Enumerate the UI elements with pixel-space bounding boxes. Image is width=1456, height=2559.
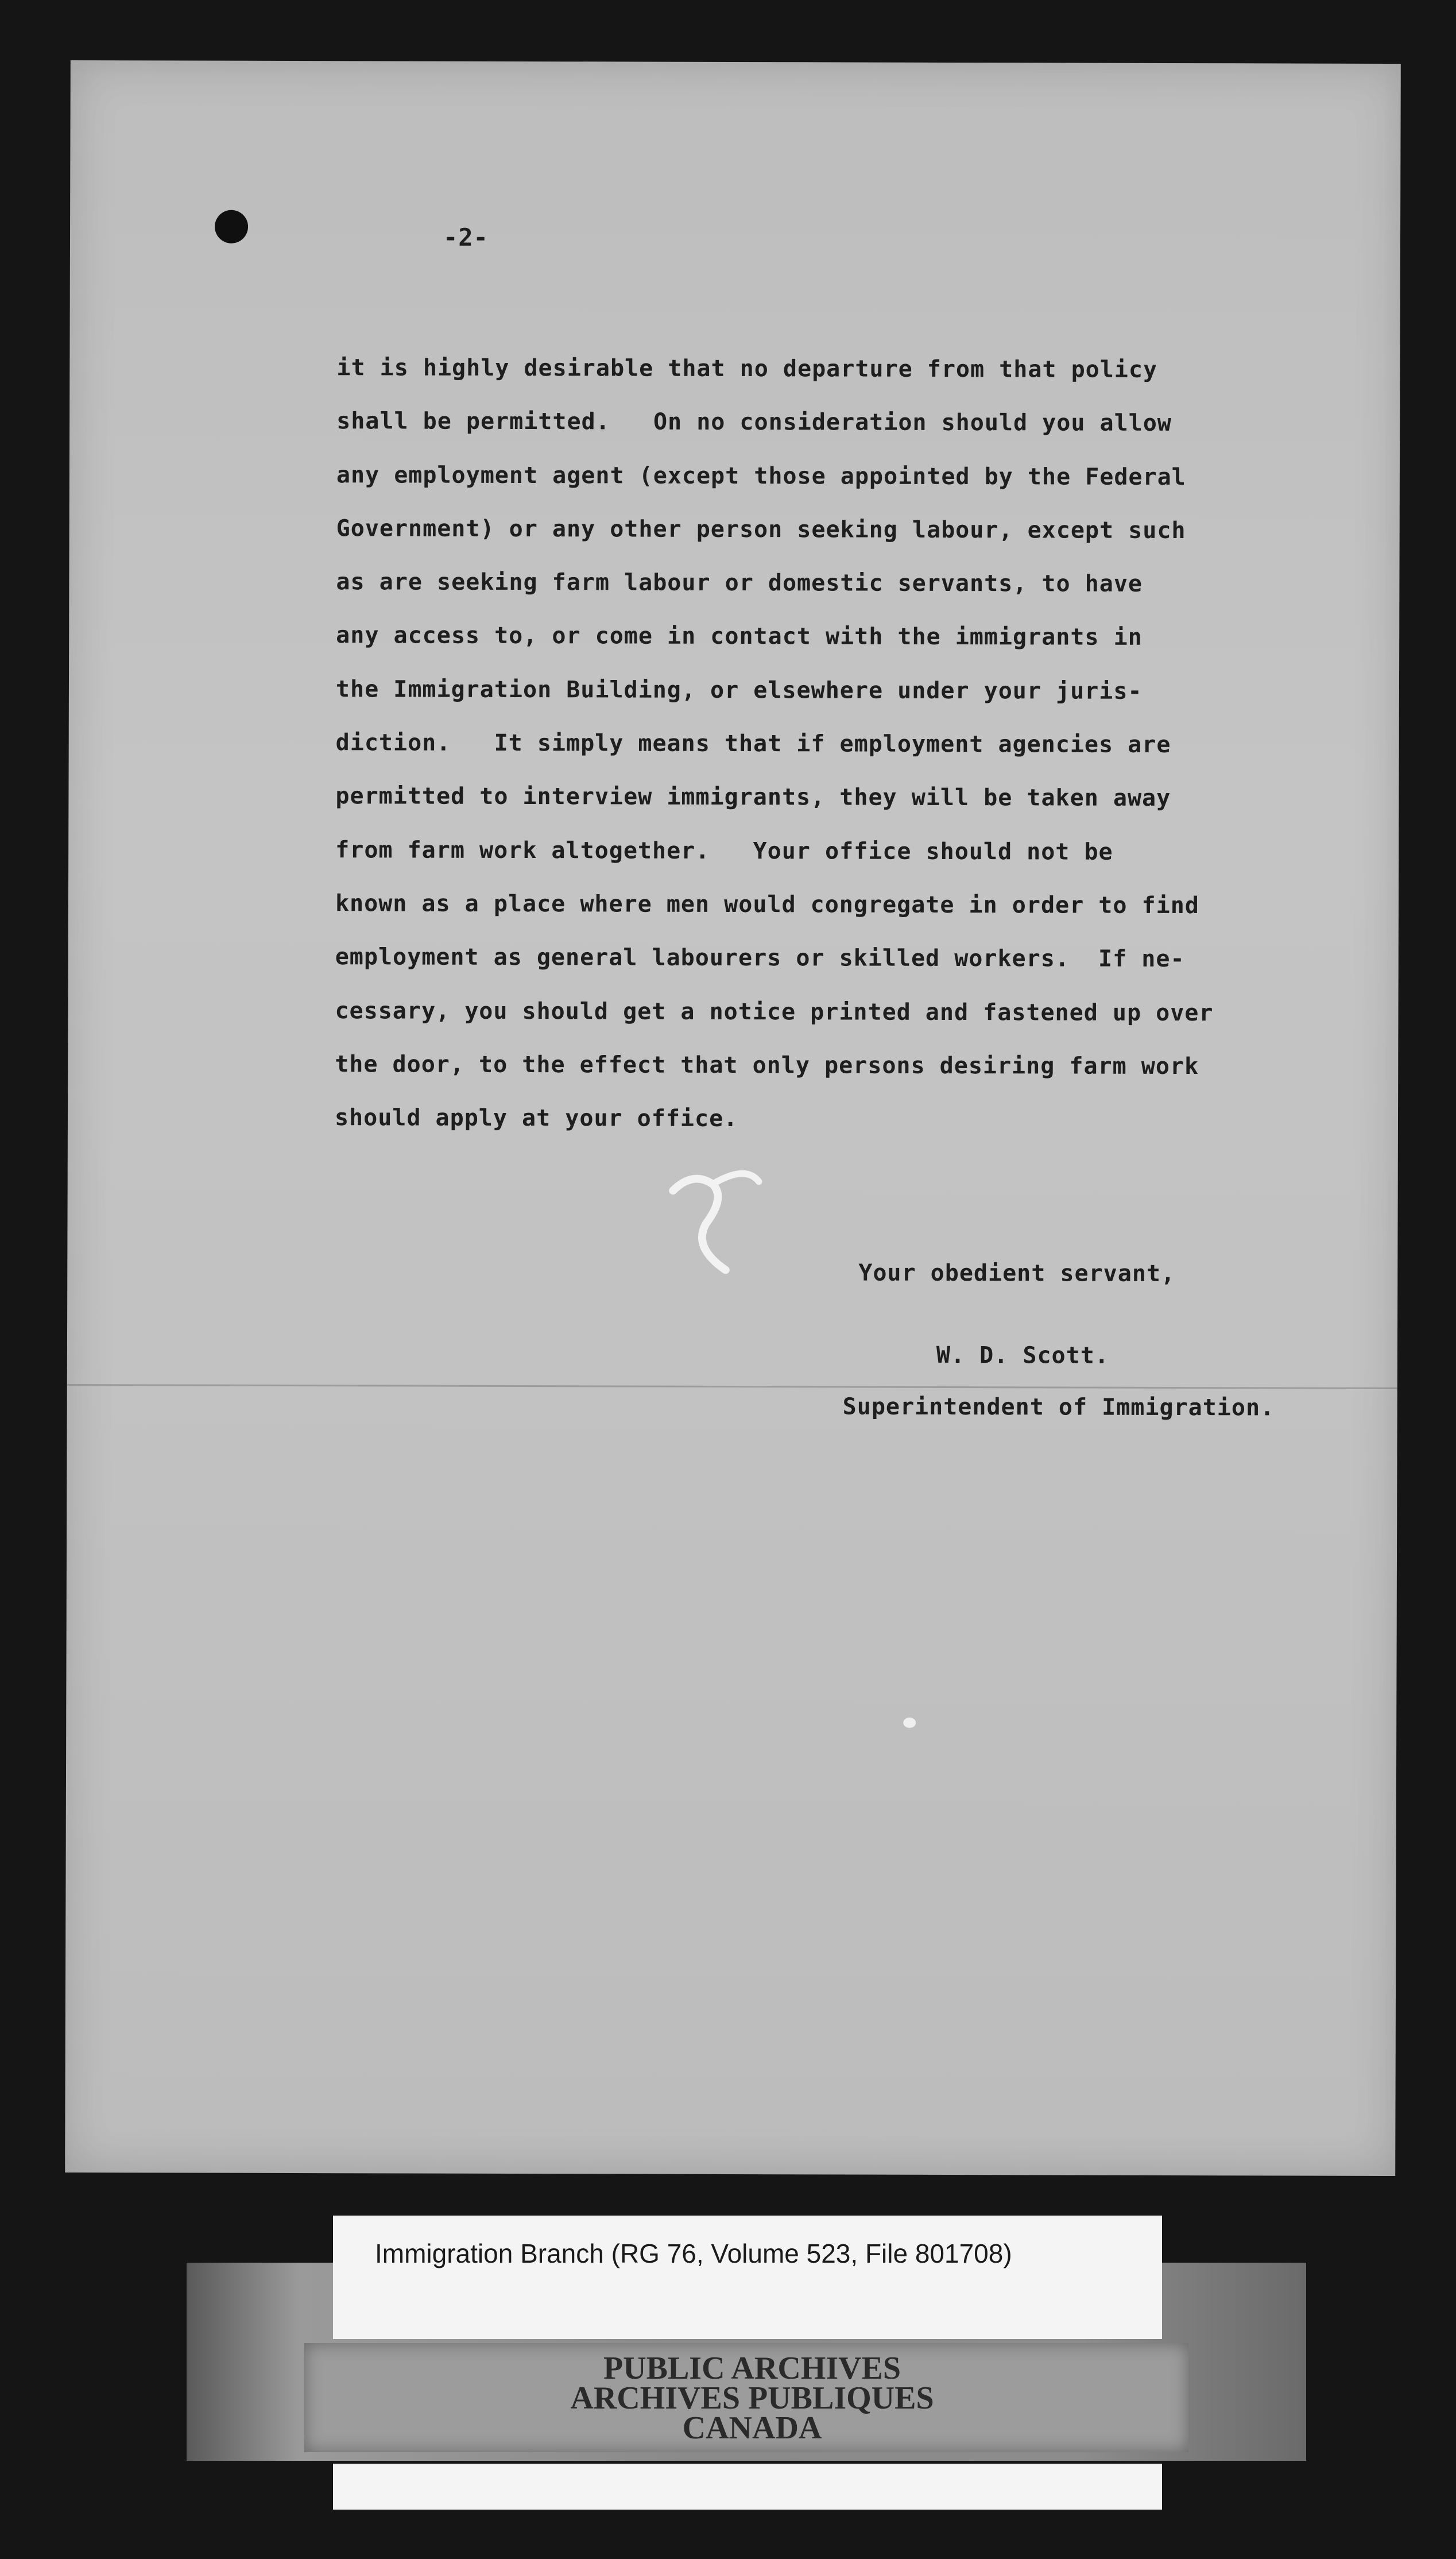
body-line: as are seeking farm labour or domestic servants, to have [336, 569, 1143, 598]
body-line: any employment agent (except those appointed by the Federal [336, 461, 1186, 490]
body-line: should apply at your office. [334, 1104, 738, 1132]
letter-page [65, 60, 1401, 2176]
body-line: permitted to interview immigrants, they will be taken away [335, 783, 1171, 812]
signatory-name: W. D. Scott. [936, 1342, 1109, 1369]
body-line: the door, to the effect that only persons desiring farm work [335, 1051, 1199, 1080]
body-line: from farm work altogether. Your office should not be [335, 836, 1113, 865]
page-fold-line [67, 1384, 1397, 1389]
body-line: shall be permitted. On no consideration should you allow [336, 408, 1172, 437]
signatory-title: Superintendent of Immigration. [842, 1393, 1275, 1421]
stamp-line: CANADA [682, 2410, 822, 2446]
body-line: any access to, or come in contact with the immigrants in [336, 622, 1143, 651]
body-line: diction. It simply means that if employment agencies are [335, 729, 1171, 759]
body-line: known as a place where men would congregate in order to find [335, 890, 1199, 919]
stamp-line: PUBLIC ARCHIVES [603, 2351, 901, 2386]
reference-card [333, 2216, 1162, 2339]
closing-salutation: Your obedient servant, [858, 1259, 1176, 1288]
ink-blot [215, 210, 248, 243]
reference-card-lower [333, 2464, 1162, 2510]
page-number: -2- [443, 223, 489, 252]
body-line: cessary, you should get a notice printed and fastened up over [335, 997, 1214, 1026]
letter-body [335, 341, 1388, 1147]
body-line: the Immigration Building, or elsewhere under your juris- [335, 675, 1143, 705]
body-line: it is highly desirable that no departure from that policy [336, 354, 1158, 383]
stamp-line: ARCHIVES PUBLIQUES [570, 2380, 934, 2416]
body-line: Government) or any other person seeking labour, except such [336, 515, 1186, 544]
body-line: employment as general labourers or skilled workers. If ne- [335, 944, 1185, 973]
handwritten-mark-icon [653, 1145, 785, 1277]
archive-stamp [505, 2351, 999, 2446]
archive-reference: Immigration Branch (RG 76, Volume 523, File 801708) [375, 2239, 1012, 2268]
film-speck [903, 1718, 916, 1728]
